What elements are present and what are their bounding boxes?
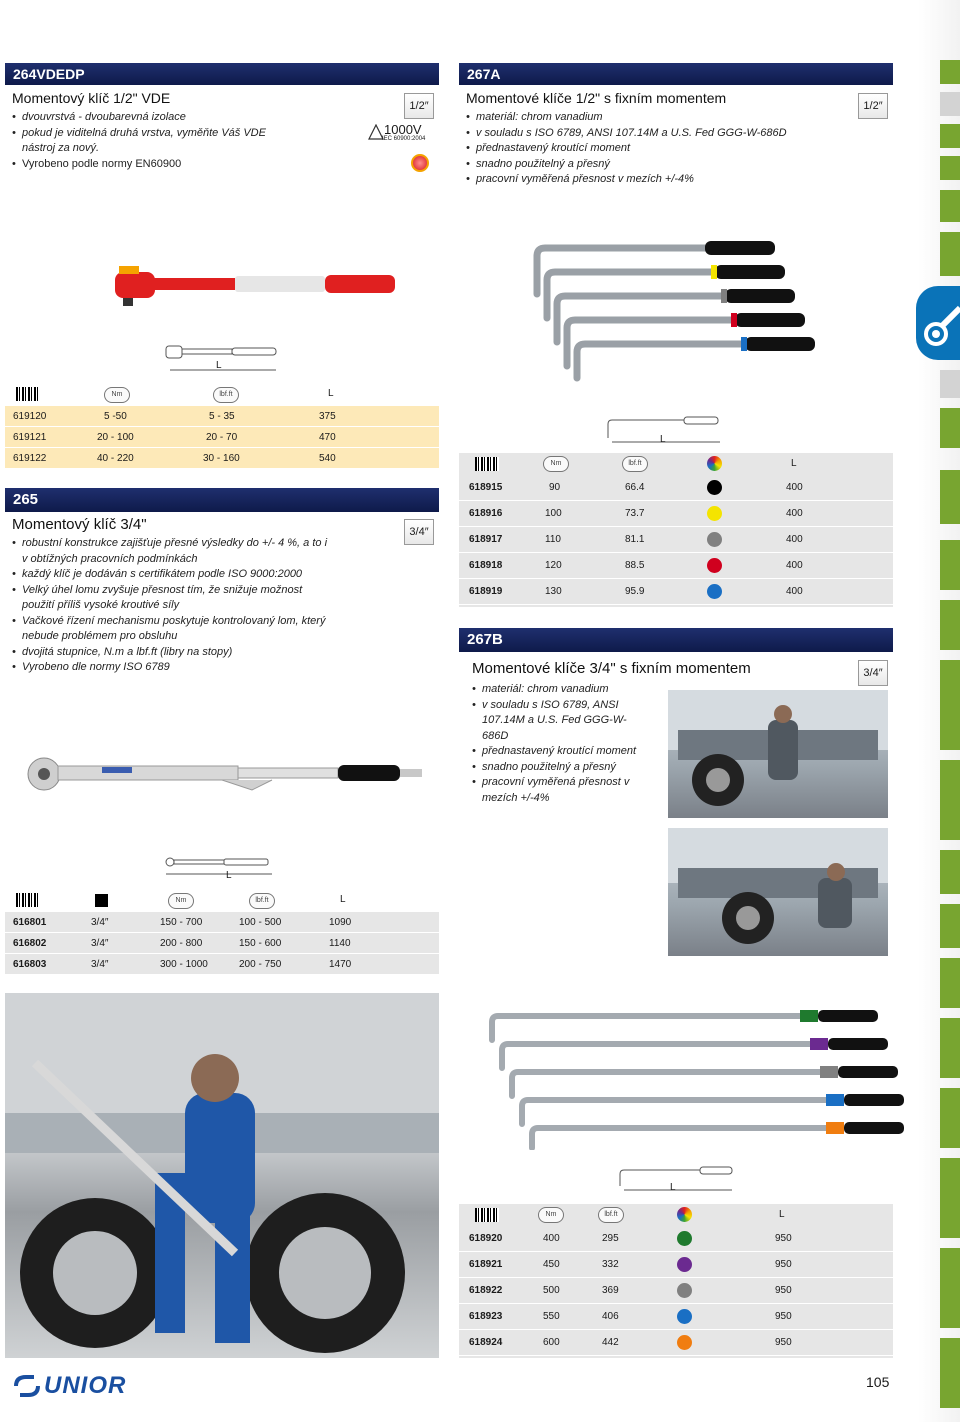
code: 618916 bbox=[469, 508, 503, 519]
bullet-item: • snadno použitelný a přesný bbox=[466, 157, 846, 173]
drive: 3/4″ bbox=[91, 917, 109, 928]
length: 950 bbox=[775, 1233, 792, 1244]
dimension-l-label: L bbox=[226, 870, 232, 881]
bullet-item: • snadno použitelný a přesný bbox=[472, 760, 652, 776]
side-tab bbox=[940, 600, 960, 650]
table-row bbox=[459, 1252, 893, 1278]
lbf: 369 bbox=[602, 1285, 619, 1296]
voltage-label: 1000V bbox=[384, 122, 422, 137]
side-tab bbox=[940, 190, 960, 222]
nm-icon: Nm bbox=[168, 893, 194, 909]
table-row bbox=[459, 1226, 893, 1252]
code: 618924 bbox=[469, 1337, 503, 1348]
color-dot-grey bbox=[707, 532, 722, 547]
color-dot-yellow bbox=[707, 506, 722, 521]
code: 618919 bbox=[469, 586, 503, 597]
color-dot-black bbox=[707, 480, 722, 495]
click-wrench-dimension-drawing bbox=[164, 856, 274, 880]
table-header-265 bbox=[5, 890, 439, 912]
truck-wheel-workshop-photo bbox=[5, 993, 439, 1358]
dimension-l-label: L bbox=[216, 360, 222, 371]
side-tab bbox=[940, 850, 960, 894]
trailer-wheel-photo-1 bbox=[668, 690, 888, 818]
click-torque-wrench-image bbox=[22, 752, 424, 792]
bullet-item: • dvojitá stupnice, N.m a lbf.ft (libry na stopy) bbox=[12, 645, 332, 661]
code: 618921 bbox=[469, 1259, 503, 1270]
lbf: 442 bbox=[602, 1337, 619, 1348]
code: 618918 bbox=[469, 560, 503, 571]
nm: 90 bbox=[549, 482, 561, 493]
barcode-icon bbox=[16, 893, 40, 907]
nm: 400 bbox=[543, 1233, 560, 1244]
square-drive-icon bbox=[95, 894, 108, 907]
lbf-range: 20 - 70 bbox=[206, 432, 238, 443]
length: 1470 bbox=[329, 959, 352, 970]
bullet-item: • robustní konstrukce zajišťuje přesné výsledky do +/- 4 %, a to i v obtížných pracovních podmínkách bbox=[12, 536, 332, 567]
code: 618920 bbox=[469, 1233, 503, 1244]
nm-range: 150 - 700 bbox=[160, 917, 203, 928]
section-title-267a: Momentové klíče 1/2" s fixním momentem bbox=[466, 90, 727, 106]
lbf-range: 200 - 750 bbox=[239, 959, 282, 970]
bullet-item: • pracovní vyměřená přesnost v mezích +/-4% bbox=[466, 172, 846, 188]
side-tab bbox=[940, 408, 960, 448]
code: 618923 bbox=[469, 1311, 503, 1322]
lbf-ft-icon: lbf.ft bbox=[213, 387, 239, 403]
table-row bbox=[5, 912, 439, 933]
table-header-264 bbox=[5, 384, 439, 406]
drive: 3/4″ bbox=[91, 938, 109, 949]
bullet-item: • Vačkové řízení mechanismu poskytuje kontrolovaný lom, který nebude problémem pro obsluhu bbox=[12, 614, 332, 645]
barcode-icon bbox=[16, 387, 40, 401]
length: 950 bbox=[775, 1259, 792, 1270]
side-tab bbox=[940, 156, 960, 180]
colored-l-torque-wrenches-image bbox=[470, 1000, 910, 1150]
length: 400 bbox=[786, 534, 803, 545]
dimension-l-label: L bbox=[660, 434, 666, 445]
length: 1090 bbox=[329, 917, 352, 928]
lbf-range: 5 - 35 bbox=[209, 411, 235, 422]
side-tab bbox=[940, 1088, 960, 1148]
vde-round-icon bbox=[411, 154, 429, 172]
section-title-267b: Momentové klíče 3/4" s fixním momentem bbox=[472, 660, 751, 677]
code: 616801 bbox=[13, 917, 47, 928]
side-tab bbox=[940, 60, 960, 84]
size-badge-264: 1/2″ bbox=[404, 93, 434, 119]
table-row bbox=[459, 553, 893, 579]
nm: 130 bbox=[545, 586, 562, 597]
bullet-item: • Vyrobeno dle normy ISO 6789 bbox=[12, 660, 332, 676]
code: 619120 bbox=[13, 411, 47, 422]
bullet-item: • dvouvrstvá - dvoubarevná izolace bbox=[12, 110, 302, 126]
nm: 110 bbox=[545, 534, 561, 545]
table-row bbox=[459, 475, 893, 501]
lbf-ft-icon: lbf.ft bbox=[249, 893, 275, 909]
l-wrench-3-4-dimension-drawing bbox=[616, 1160, 736, 1194]
table-row bbox=[459, 1278, 893, 1304]
size-badge-265: 3/4″ bbox=[404, 519, 434, 545]
size-badge-267b: 3/4″ bbox=[858, 660, 888, 686]
page-number: 105 bbox=[866, 1374, 890, 1390]
section-title-264: Momentový klíč 1/2" VDE bbox=[12, 90, 171, 106]
color-dot-grey bbox=[677, 1283, 692, 1298]
length-column-label: L bbox=[779, 1209, 785, 1220]
lbf: 295 bbox=[602, 1233, 619, 1244]
table-header-267a bbox=[459, 453, 893, 475]
length: 400 bbox=[786, 508, 803, 519]
section-header-267b: 267B bbox=[459, 628, 893, 652]
bullet-item: • v souladu s ISO 6789, ANSI 107.14M a U.S. Fed GGG-W-686D bbox=[472, 698, 652, 745]
iec-label: IEC 60900:2004 bbox=[382, 136, 426, 142]
color-dot-green bbox=[677, 1231, 692, 1246]
nm: 100 bbox=[545, 508, 562, 519]
lbf: 81.1 bbox=[625, 534, 645, 545]
table-row bbox=[459, 1330, 893, 1356]
length: 950 bbox=[775, 1285, 792, 1296]
side-tab bbox=[940, 1248, 960, 1328]
color-wheel-icon bbox=[707, 456, 722, 471]
bullet-item: • Vyrobeno podle normy EN60900 bbox=[12, 157, 302, 173]
trailer-wheel-photo-2 bbox=[668, 828, 888, 956]
lbf: 406 bbox=[602, 1311, 619, 1322]
table-row bbox=[459, 1304, 893, 1330]
length: 400 bbox=[786, 560, 803, 571]
barcode-icon bbox=[475, 1208, 499, 1222]
bullet-item: • materiál: chrom vanadium bbox=[472, 682, 652, 698]
barcode-icon bbox=[475, 457, 499, 471]
bullet-item: • materiál: chrom vanadium bbox=[466, 110, 846, 126]
length: 375 bbox=[319, 411, 336, 422]
length: 950 bbox=[775, 1311, 792, 1322]
length: 540 bbox=[319, 453, 336, 464]
color-dot-orange bbox=[677, 1335, 692, 1350]
dimension-l-label: L bbox=[670, 1182, 676, 1193]
torque-wrench-tab-icon bbox=[916, 286, 960, 360]
nm-range: 40 - 220 bbox=[97, 453, 134, 464]
bullet-item: • pokud je viditelná druhá vrstva, vyměňte Váš VDE nástroj za nový. bbox=[12, 126, 302, 157]
color-dot-blue bbox=[677, 1309, 692, 1324]
bullet-item: • každý klíč je dodáván s certifikátem podle ISO 9000:2000 bbox=[12, 567, 332, 583]
bullets-267b bbox=[472, 682, 652, 806]
color-wheel-icon bbox=[677, 1207, 692, 1222]
section-header-265: 265 bbox=[5, 488, 439, 512]
nm-icon: Nm bbox=[543, 456, 569, 472]
bullet-item: • Velký úhel lomu zvyšuje přesnost tím, že snižuje možnost použití příliš vysoké kroutivé síly bbox=[12, 583, 332, 614]
side-tab bbox=[940, 232, 960, 276]
lbf: 95.9 bbox=[625, 586, 645, 597]
size-badge-267a: 1/2″ bbox=[858, 93, 888, 119]
table-264 bbox=[5, 406, 439, 469]
length-column-label: L bbox=[340, 894, 346, 905]
code: 616803 bbox=[13, 959, 47, 970]
lbf-ft-icon: lbf.ft bbox=[622, 456, 648, 472]
vde-1000v-logo bbox=[368, 122, 432, 146]
side-tab bbox=[940, 760, 960, 840]
side-tab bbox=[940, 92, 960, 116]
table-row bbox=[459, 527, 893, 553]
table-row bbox=[5, 448, 439, 469]
length-column-label: L bbox=[328, 388, 334, 399]
brand-name: UNIOR bbox=[44, 1372, 127, 1399]
bullet-item: • přednastavený kroutící moment bbox=[472, 744, 652, 760]
length: 950 bbox=[775, 1337, 792, 1348]
lbf: 88.5 bbox=[625, 560, 645, 571]
nm-icon: Nm bbox=[104, 387, 130, 403]
section-header-264: 264VDEDP bbox=[5, 63, 439, 85]
drive: 3/4″ bbox=[91, 959, 109, 970]
table-header-267b bbox=[459, 1204, 893, 1226]
section-header-267a: 267A bbox=[459, 63, 893, 85]
nm-icon: Nm bbox=[538, 1207, 564, 1223]
color-dot-blue bbox=[707, 584, 722, 599]
color-dot-purple bbox=[677, 1257, 692, 1272]
section-title-265: Momentový klíč 3/4" bbox=[12, 516, 147, 533]
code: 616802 bbox=[13, 938, 47, 949]
nm-range: 5 -50 bbox=[104, 411, 127, 422]
nm: 550 bbox=[543, 1311, 560, 1322]
length-column-label: L bbox=[791, 458, 797, 469]
side-tab bbox=[940, 904, 960, 948]
side-tab bbox=[940, 1158, 960, 1238]
l-shaped-torque-wrenches-image bbox=[515, 232, 835, 382]
color-dot-red bbox=[707, 558, 722, 573]
code: 618917 bbox=[469, 534, 503, 545]
side-tab bbox=[940, 1018, 960, 1078]
lbf: 332 bbox=[602, 1259, 619, 1270]
bullet-item: • pracovní vyměřená přesnost v mezích +/-4% bbox=[472, 775, 652, 806]
table-row bbox=[5, 427, 439, 448]
nm: 600 bbox=[543, 1337, 560, 1348]
table-265 bbox=[5, 912, 439, 975]
length: 470 bbox=[319, 432, 336, 443]
nm-range: 300 - 1000 bbox=[160, 959, 208, 970]
lbf: 66.4 bbox=[625, 482, 645, 493]
side-tab bbox=[940, 1338, 960, 1408]
code: 619121 bbox=[13, 432, 47, 443]
side-tab bbox=[940, 540, 960, 590]
nm: 500 bbox=[543, 1285, 560, 1296]
nm: 120 bbox=[545, 560, 562, 571]
code: 618922 bbox=[469, 1285, 503, 1296]
vde-torque-wrench-image bbox=[105, 262, 405, 312]
bullets-265 bbox=[12, 536, 332, 676]
length: 400 bbox=[786, 586, 803, 597]
bullet-item: • přednastavený kroutící moment bbox=[466, 141, 846, 157]
code: 619122 bbox=[13, 453, 47, 464]
side-tab bbox=[940, 470, 960, 524]
code: 618915 bbox=[469, 482, 503, 493]
nm-range: 200 - 800 bbox=[160, 938, 203, 949]
lbf-range: 30 - 160 bbox=[203, 453, 240, 464]
lbf-range: 100 - 500 bbox=[239, 917, 282, 928]
bullet-item: • v souladu s ISO 6789, ANSI 107.14M a U.S. Fed GGG-W-686D bbox=[466, 126, 846, 142]
side-tab bbox=[940, 958, 960, 1008]
length: 1140 bbox=[329, 938, 351, 949]
table-row bbox=[459, 579, 893, 605]
side-tab bbox=[940, 370, 960, 398]
side-tab bbox=[940, 660, 960, 750]
table-267b bbox=[459, 1226, 893, 1358]
bullets-264 bbox=[12, 110, 302, 172]
table-row bbox=[5, 954, 439, 975]
table-row bbox=[5, 406, 439, 427]
length: 400 bbox=[786, 482, 803, 493]
lbf: 73.7 bbox=[625, 508, 645, 519]
nm-range: 20 - 100 bbox=[97, 432, 134, 443]
bullets-267a bbox=[466, 110, 846, 188]
table-row bbox=[5, 933, 439, 954]
table-267a bbox=[459, 475, 893, 607]
table-row bbox=[459, 501, 893, 527]
lbf-range: 150 - 600 bbox=[239, 938, 282, 949]
side-tab bbox=[940, 124, 960, 148]
unior-logo bbox=[12, 1372, 152, 1400]
lbf-ft-icon: lbf.ft bbox=[598, 1207, 624, 1223]
nm: 450 bbox=[543, 1259, 560, 1270]
